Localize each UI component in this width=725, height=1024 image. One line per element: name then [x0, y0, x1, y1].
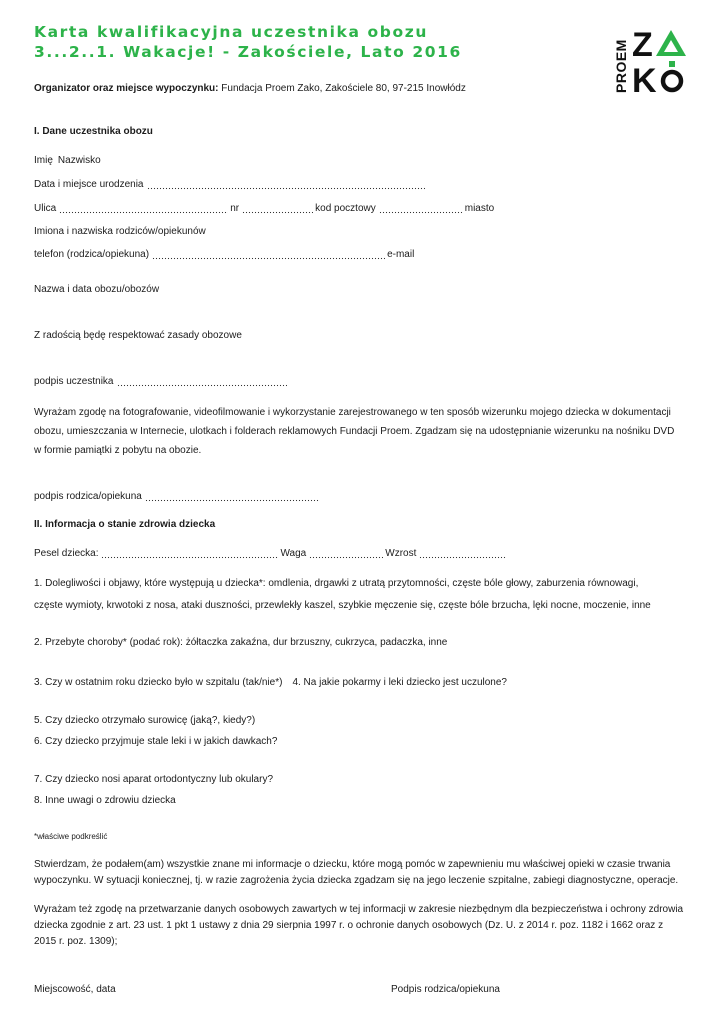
- title-line-2: 3...2..1. Wakacje! - Zakościele, Lato 2016: [34, 43, 462, 61]
- organizer-value: Fundacja Proem Zako, Zakościele 80, 97-215 Inowłódz: [221, 83, 466, 94]
- participant-signature-row: [34, 373, 672, 387]
- logo-vertical-text: PROEM: [613, 39, 629, 93]
- postal-code-field[interactable]: [379, 202, 463, 214]
- organizer-line: [34, 83, 466, 94]
- phone-label: telefon (rodzica/opiekuna): [34, 249, 150, 260]
- parent-signature-label: podpis rodzica/opiekuna: [34, 491, 142, 502]
- participant-signature-label: podpis uczestnika: [34, 376, 114, 387]
- question-3-4-row: [34, 674, 688, 688]
- parents-row: [34, 223, 672, 237]
- question-1-text-1: 1. Dolegliwości i objawy, które występują u dziecka*: omdlenia, drgawki z utratą przytomności, częste bóle głowy, zaburzenia równowagi,: [34, 578, 639, 589]
- weight-label: Waga: [280, 548, 307, 559]
- contact-row: [34, 246, 672, 260]
- camp-row: [34, 281, 672, 295]
- question-5-row: [34, 712, 688, 726]
- camp-rules-statement: Z radością będę respektować zasady obozowe: [34, 330, 242, 341]
- question-5-text: 5. Czy dziecko otrzymało surowicę (jaką?, kiedy?): [34, 715, 256, 726]
- final-signature-row: [391, 981, 686, 995]
- parent-signature-field[interactable]: [145, 490, 320, 502]
- place-date-label: Miejscowość, data: [34, 984, 116, 995]
- logo-accent-square: [669, 61, 675, 67]
- proem-zako-logo: [612, 26, 690, 96]
- title-line-1: Karta kwalifikacyjna uczestnika obozu: [34, 23, 428, 41]
- logo-letter-k: K: [632, 62, 657, 96]
- logo-letter-z: Z: [632, 26, 653, 64]
- final-signature-label: Podpis rodzica/opiekuna: [391, 984, 500, 995]
- house-number-field[interactable]: [242, 202, 313, 214]
- question-2-text: 2. Przebyte choroby* (podać rok): żółtaczka zakaźna, dur brzuszny, cukrzyca, padaczka, inne: [34, 637, 448, 648]
- question-1-line-1: [34, 575, 688, 589]
- height-field[interactable]: [419, 547, 506, 559]
- section-2-heading: II. Informacja o stanie zdrowia dziecka: [34, 519, 216, 530]
- answer-line-3: [34, 696, 688, 710]
- question-3-text: 3. Czy w ostatnim roku dziecko było w szpitalu (tak/nie*): [34, 677, 283, 688]
- question-4-text: 4. Na jakie pokarmy i leki dziecko jest uczulone?: [292, 677, 507, 688]
- question-2-row: [34, 634, 688, 648]
- camp-name-label: Nazwa i data obozu/obozów: [34, 284, 160, 295]
- street-field[interactable]: [59, 202, 228, 214]
- answer-line-1: [34, 613, 688, 627]
- logo-mark-icon: [612, 26, 690, 96]
- pesel-row: [34, 545, 672, 559]
- participant-signature-field[interactable]: [117, 375, 287, 387]
- first-name-label: Imię: [34, 155, 53, 166]
- answer-line-4: [34, 755, 688, 769]
- parents-names-label: Imiona i nazwiska rodziców/opiekunów: [34, 226, 206, 237]
- house-number-label: nr: [230, 203, 240, 214]
- street-label: Ulica: [34, 203, 57, 214]
- document-title: [34, 22, 594, 62]
- pesel-label: Pesel dziecka:: [34, 548, 99, 559]
- height-label: Wzrost: [385, 548, 417, 559]
- pesel-field[interactable]: [101, 547, 278, 559]
- question-7-text: 7. Czy dziecko nosi aparat ortodontyczny lub okulary?: [34, 774, 274, 785]
- question-1-text-2: częste wymioty, krwotoki z nosa, ataki duszności, przewlekły kaszel, szybkie męczenie się, częste bóle brzucha, lęki nocne, moczenie, inne: [34, 600, 651, 611]
- question-8-text: 8. Inne uwagi o zdrowiu dziecka: [34, 795, 176, 806]
- footnote: *właściwe podkreślić: [34, 832, 108, 841]
- declaration-text: Stwierdzam, że podałem(am) wszystkie znane mi informacje o dziecku, które mogą pomóc w zapewnieniu mu właściwej opieki w czasie trwania wypoczynku. W sytuacji koniecznej, tj. w razie zagrożenia życia dziecka zgadzam się na jego leczenie szpitalne, zabiegi diagnostyczne, operacje.: [34, 859, 679, 886]
- last-name-label: Nazwisko: [57, 155, 101, 166]
- data-consent-text: Wyrażam też zgodę na przetwarzanie danych osobowych zawartych w tej informacji w zakresie niezbędnym dla bezpieczeństwa i ochrony zdrowia dziecka zgodnie z art. 23 ust. 1 pkt 1 ustawy z dnia 29 sierpnia 1997 r. o ochronie danych osobowych (Dz. U. z 2014 r. poz. 1182 i 1662 oraz z 2015 r. poz. 1309);: [34, 904, 684, 947]
- name-row: [34, 152, 672, 166]
- logo-letter-o: [663, 72, 681, 90]
- question-6-row: [34, 733, 688, 747]
- answer-line-2: [34, 656, 688, 670]
- question-7-row: [34, 771, 688, 785]
- organizer-label: Organizator oraz miejsce wypoczynku:: [34, 83, 219, 94]
- question-6-text: 6. Czy dziecko przyjmuje stale leki i w jakich dawkach?: [34, 736, 278, 747]
- city-label: miasto: [464, 203, 495, 214]
- question-8-row: [34, 792, 688, 806]
- address-row: [34, 200, 672, 214]
- question-1-line-2: [34, 597, 688, 611]
- weight-field[interactable]: [309, 547, 383, 559]
- email-label: e-mail: [387, 249, 415, 260]
- place-date-row: [34, 981, 354, 995]
- birth-date-place-label: Data i miejsce urodzenia: [34, 179, 144, 190]
- phone-field[interactable]: [152, 248, 385, 260]
- birth-date-place-field[interactable]: [147, 178, 425, 190]
- postal-code-label: kod pocztowy: [315, 203, 376, 214]
- answer-line-5: [34, 813, 688, 827]
- birth-row: [34, 176, 672, 190]
- image-consent-text: Wyrażam zgodę na fotografowanie, videofilmowanie i wykorzystanie zarejestrowanego w ten sposób wizerunku mojego dziecka w dokumentacji obozu, umieszczania w Internecie, ulotkach i folderach reklamowych Fundacji Proem. Zgadzam się na udostępnianie wizerunku na nośniku DVD w formie pamiątki z pobytu na obozie.: [34, 407, 675, 456]
- parent-signature-row: [34, 488, 672, 502]
- section-1-heading: I. Dane uczestnika obozu: [34, 126, 153, 137]
